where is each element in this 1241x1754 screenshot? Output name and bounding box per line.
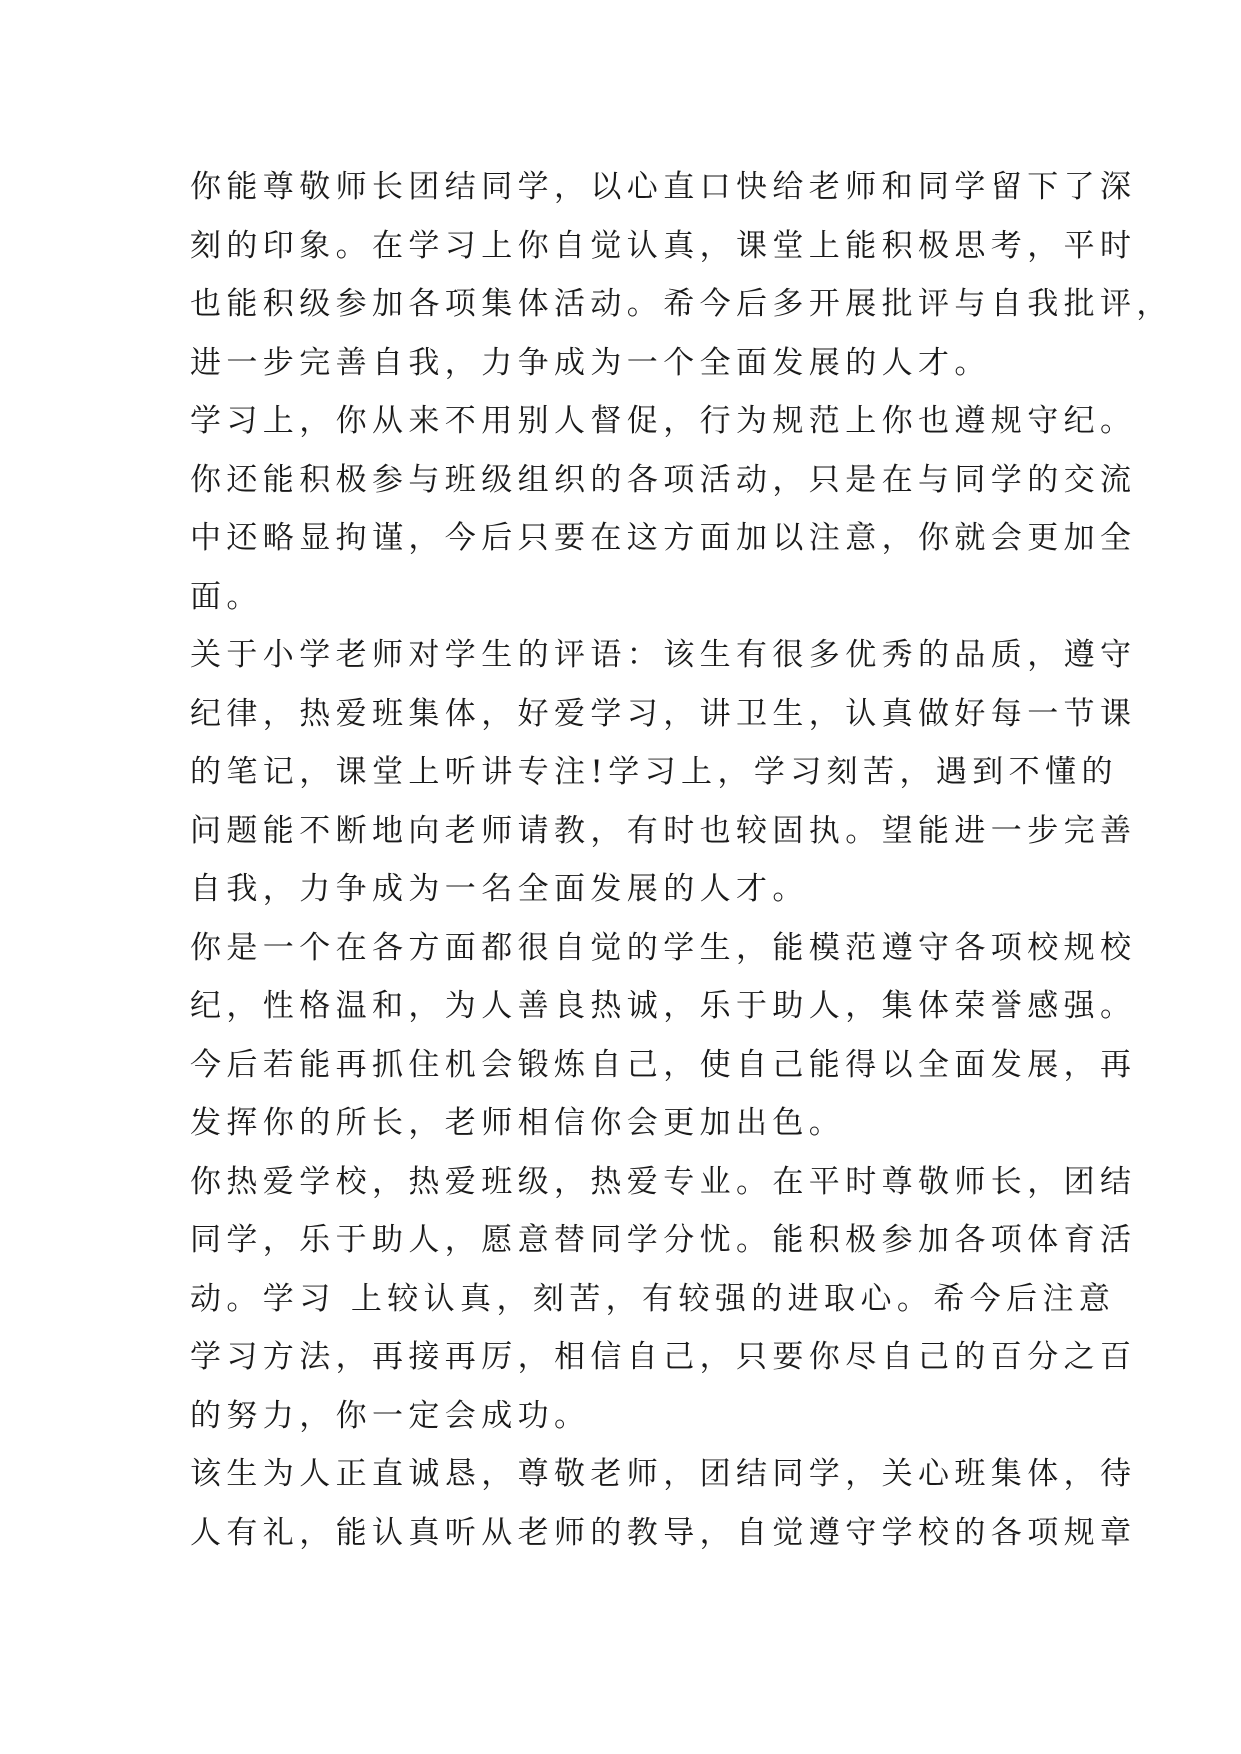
text-line: 也能积级参加各项集体活动。希今后多开展批评与自我批评， — [190, 286, 1173, 322]
text-line: 自我，力争成为一名全面发展的人才。 — [190, 871, 809, 907]
text-line: 面。 — [190, 578, 263, 615]
text-line: 的努力，你一定会成功。 — [190, 1397, 591, 1434]
text-line: 学习上，你从来不用别人督促，行为规范上你也遵规守纪。 — [190, 403, 1137, 439]
text-line: 今后若能再抓住机会锻炼自己，使自己能得以全面发展，再 — [190, 1046, 1137, 1083]
text-line: 你热爱学校，热爱班级，热爱专业。在平时尊敬师长，团结 — [190, 1163, 1137, 1200]
text-line: 中还略显拘谨，今后只要在这方面加以注意，你就会更加全 — [190, 520, 1137, 556]
text-line: 该生为人正直诚恳，尊敬老师，团结同学，关心班集体，待 — [190, 1456, 1137, 1492]
text-line: 你是一个在各方面都很自觉的学生，能模范遵守各项校规校 — [190, 929, 1137, 966]
text-line: 你能尊敬师长团结同学，以心直口快给老师和同学留下了深 — [190, 169, 1137, 205]
text-line: 刻的印象。在学习上你自觉认真，课堂上能积极思考，平时 — [190, 227, 1137, 264]
text-line: 同学，乐于助人，愿意替同学分忧。能积极参加各项体育活 — [190, 1222, 1137, 1258]
document-body — [190, 158, 1173, 1562]
text-line: 学习方法，再接再厉，相信自己，只要你尽自己的百分之百 — [190, 1339, 1137, 1375]
text-line: 问题能不断地向老师请教，有时也较固执。望能进一步完善 — [190, 812, 1137, 849]
text-line: 进一步完善自我，力争成为一个全面发展的人才。 — [190, 344, 991, 381]
text-line: 纪，性格温和，为人善良热诚，乐于助人，集体荣誉感强。 — [190, 988, 1137, 1024]
text-line: 动。学习 上较认真，刻苦，有较强的进取心。希今后注意 — [190, 1280, 1116, 1317]
text-line: 纪律，热爱班集体，好爱学习，讲卫生，认真做好每一节课 — [190, 695, 1137, 732]
text-line: 关于小学老师对学生的评语：该生有很多优秀的品质，遵守 — [190, 637, 1137, 673]
text-line: 的笔记，课堂上听讲专注!学习上，学习刻苦，遇到不懂的 — [190, 754, 1118, 790]
text-line: 人有礼，能认真听从老师的教导，自觉遵守学校的各项规章 — [190, 1514, 1137, 1551]
text-line: 发挥你的所长，老师相信你会更加出色。 — [190, 1105, 846, 1141]
text-line: 你还能积极参与班级组织的各项活动，只是在与同学的交流 — [190, 461, 1137, 498]
